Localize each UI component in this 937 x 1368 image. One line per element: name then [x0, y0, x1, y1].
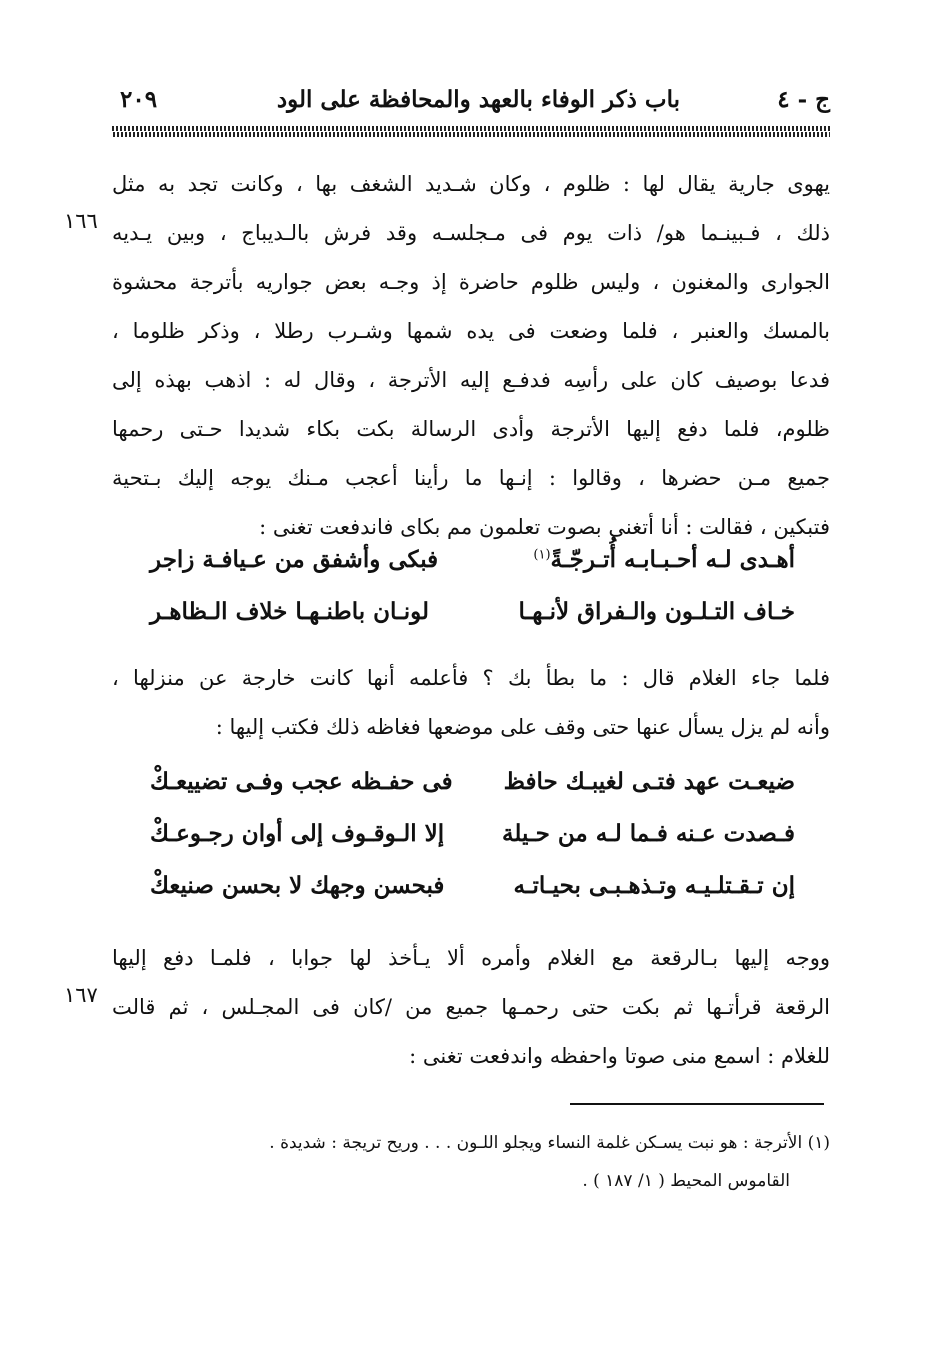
text-line: ووجه إليها بـالرقعة مع الغلام وأمره ألا يـأخذ لها جوابا ، فلمـا دفع إليها: [112, 946, 830, 970]
running-header: [112, 86, 830, 126]
verse-second-hemistich: إلا الـوقـوف إلى أوان رجـوعـكْ: [150, 820, 445, 847]
verse-first-hemistich: ضيعـت عهد فتـى لغيبـك حافظ: [503, 768, 795, 795]
page-number: ٢٠٩: [120, 86, 158, 113]
text-line: وأنه لم يزل يسأل عنها حتى وقف على موضعها فغاظه ذلك فكتب إليها :: [215, 715, 830, 739]
text-line: الرقعة قرأتـها ثم بكت حتى رحمـها جميع من /كان فى المجـلس ، ثم قالت: [112, 995, 830, 1019]
text-line: بالمسك والعنبر ، فلما وضعت فى يده شمها وشـرب رطلا ، وذكر ظلوما ،: [112, 319, 830, 343]
verse-first-hemistich: [495, 546, 795, 573]
text-line: يهوى جارية يقال لها : ظلوم ، وكان شـديد الشغف بها ، وكانت تجد به مثل: [112, 172, 830, 196]
paragraph-1: [112, 160, 830, 552]
verse-line: [150, 768, 795, 820]
verse-line: [150, 598, 795, 650]
text-line: فلما جاء الغلام قال : ما بطأ بك ؟ فأعلمه أنها كانت خارجة عن منزلها ،: [112, 666, 830, 690]
volume-label: ج - ٤: [777, 86, 830, 113]
footnote-line: القاموس المحيط ( ١/ ١٨٧ ) .: [582, 1171, 790, 1191]
header-ornamental-rule: [112, 126, 830, 138]
text-line: فدعا بوصيف كان على رأسِه فدفـع إليه الأترجة ، وقال له : اذهب بهذه إلى: [112, 368, 830, 392]
footnote-separator: [570, 1103, 824, 1105]
text-line: الجوارى والمغنون ، وليس ظلوم حاضرة إذ وجـه بعض جواريه بأترجة محشوة: [112, 270, 830, 294]
text-line: فتبكين ، فقالت : أنا أتغنى بصوت تعلمون مم بكاى فاندفعت تغنى :: [259, 515, 830, 539]
text-line: جميع مـن حضرها ، وقالوا : إنـها ما رأينا أعجب مـنك يوجه إليك بـتحية: [112, 466, 830, 490]
chapter-title: باب ذكر الوفاء بالعهد والمحافظة على الود: [276, 86, 680, 113]
verse-line: [150, 546, 795, 598]
text-line: للغلام : اسمع منى صوتا واحفظه واندفعت تغنى :: [409, 1044, 830, 1068]
footnote-marker: (١): [533, 547, 551, 563]
text-line: ذلك ، فـبينـما هو/ ذات يوم فى مـجلسـه وقد فرش بالـديباج ، وبين يـديه: [112, 221, 830, 245]
margin-folio-number: ١٦٦: [64, 209, 98, 233]
verse-second-hemistich: فبحسن وجهك لا بحسن صنيعكْ: [150, 872, 445, 899]
text-line: ظلوم، فلما دفع إليها الأترجة وأدى الرسالة بكت بكاء شديدا حـتى رحمها: [112, 417, 830, 441]
verse-line: [150, 872, 795, 924]
verse-first-hemistich: إن تـقـتلـيـه وتـذهـبـى بحيـاتـه: [513, 872, 795, 899]
paragraph-3: [112, 934, 830, 1081]
poem-1: [150, 546, 795, 650]
verse-first-hemistich: فـصدت عـنه فـما لـه من حـيلة: [502, 820, 795, 847]
poem-2: [150, 768, 795, 924]
verse-first-hemistich: خـاف التـلـون والـفراق لأنـهـا: [518, 598, 795, 625]
verse-second-hemistich: لونـان باطنـهـا خلاف الـظاهـر: [150, 598, 430, 625]
verse-second-hemistich: فى حفـظه عجب وفـى تضييعـكْ: [150, 768, 453, 795]
verse-text: أهـدى لـه أحـبـابـه أُتـرجّـةً: [550, 546, 795, 573]
verse-second-hemistich: فبكى وأشفق من عـيافـة زاجر: [150, 546, 439, 573]
margin-folio-number: ١٦٧: [64, 983, 98, 1007]
footnote-line: (١) الأترجة : هو نبت يسـكن غلمة النساء ويجلو اللـون . . . وريح تريجة : شديدة .: [269, 1133, 830, 1153]
verse-line: [150, 820, 795, 872]
footnote: [112, 1124, 830, 1200]
paragraph-2: [112, 654, 830, 752]
